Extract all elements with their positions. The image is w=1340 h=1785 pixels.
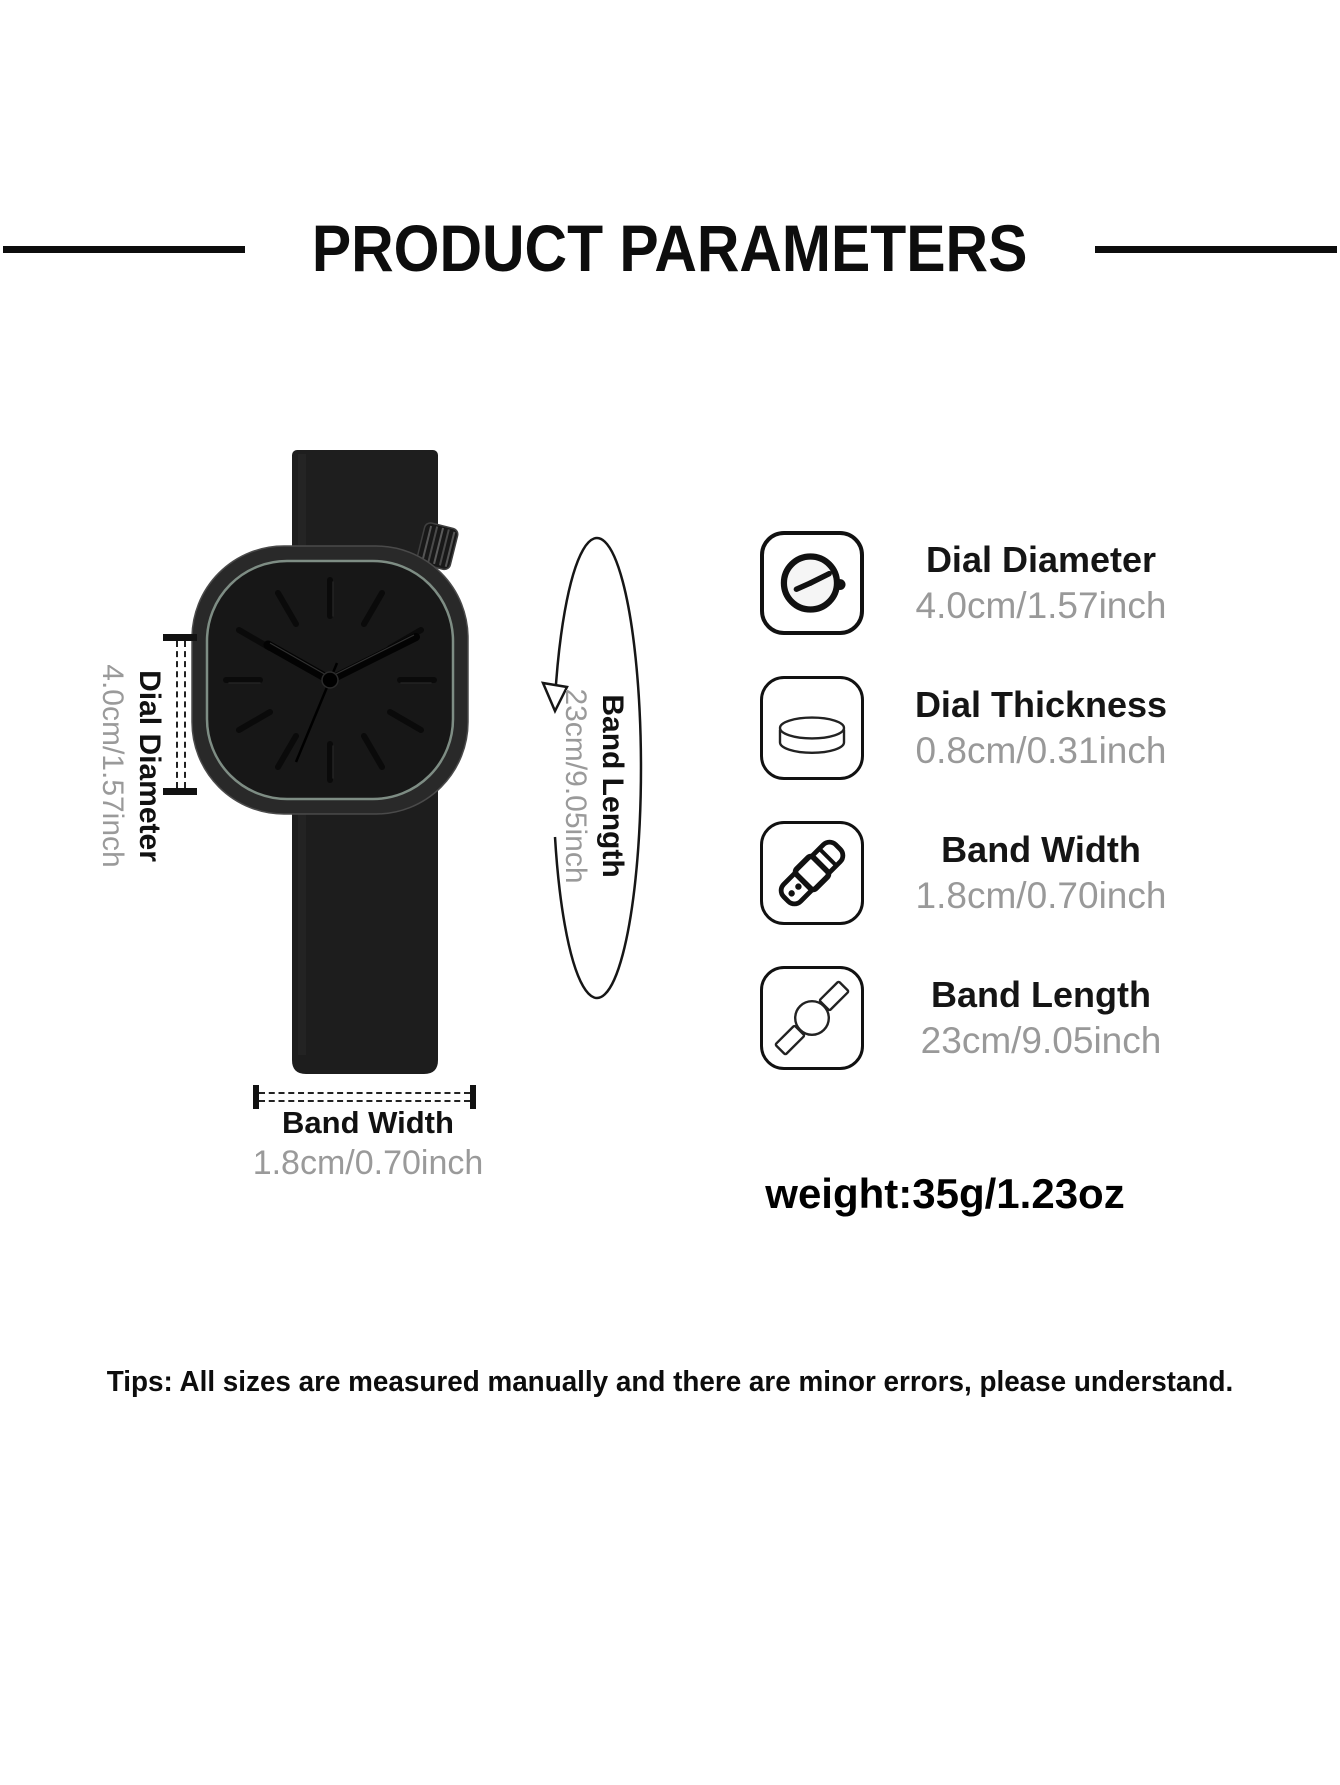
title-row: [0, 204, 1340, 294]
band-length-annotation-label: Band Length: [596, 694, 629, 878]
spec-list: [760, 531, 1190, 1111]
spec-row-band-width: [760, 821, 1190, 925]
watch-strap-bottom: [292, 790, 438, 1074]
title-divider-right: [1095, 246, 1337, 253]
dim-cap-top: [163, 634, 197, 641]
weight-text: weight:35g/1.23oz: [765, 1170, 1125, 1217]
band-width-annotation-value: 1.8cm/0.70inch: [252, 1144, 484, 1182]
title-divider-left: [3, 246, 245, 253]
spec-value: 1.8cm/0.70inch: [915, 875, 1167, 916]
spec-label: Band Length: [931, 974, 1151, 1015]
dial-diameter-annotation: [94, 651, 168, 881]
watch-length-icon: [772, 978, 852, 1058]
band-width-annotation-label: Band Width: [282, 1105, 454, 1140]
band-width-annotation: [228, 1103, 508, 1183]
spec-row-dial-diameter: [760, 531, 1190, 635]
spec-row-dial-thickness: [760, 676, 1190, 780]
dial-diameter-annotation-label: Dial Diameter: [133, 670, 166, 862]
icon-box: [760, 531, 864, 635]
spec-text: [896, 972, 1186, 1064]
watch-band-icon: [772, 833, 852, 913]
page-title: PRODUCT PARAMETERS: [312, 212, 1028, 286]
icon-box: [760, 821, 864, 925]
watch-face-icon: [773, 544, 851, 622]
band-width-dim-line: [259, 1092, 470, 1102]
band-length-annotation-value: 23cm/9.05inch: [559, 688, 592, 884]
icon-box: [760, 966, 864, 1070]
spec-text: [896, 537, 1186, 629]
spec-row-band-length: [760, 966, 1190, 1070]
watch-illustration: [180, 440, 480, 1090]
spec-value: 4.0cm/1.57inch: [915, 585, 1167, 626]
tips-text: Tips: All sizes are measured manually and there are minor errors, please understand.: [106, 1366, 1234, 1398]
spec-text: [896, 827, 1186, 919]
dial-diameter-dim-line: [176, 641, 186, 788]
dial-diameter-annotation-value: 4.0cm/1.57inch: [96, 664, 129, 868]
spec-text: [896, 682, 1186, 774]
spec-label: Band Width: [941, 829, 1141, 870]
spec-value: 0.8cm/0.31inch: [915, 730, 1167, 771]
band-length-annotation: [557, 671, 631, 901]
spec-label: Dial Thickness: [914, 684, 1168, 725]
dim-cap-bottom: [163, 788, 197, 795]
spec-value: 23cm/9.05inch: [920, 1020, 1162, 1061]
spec-label: Dial Diameter: [925, 539, 1157, 580]
dial-thickness-icon: [772, 688, 852, 768]
icon-box: [760, 676, 864, 780]
